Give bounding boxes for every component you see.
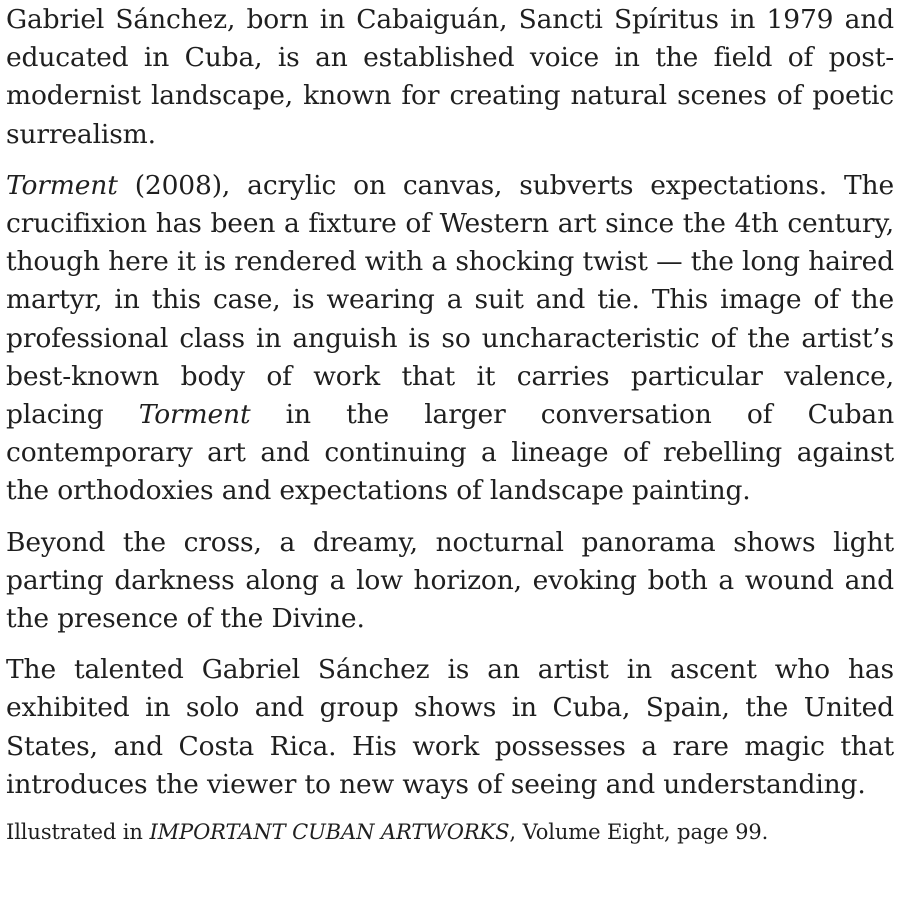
artwork-title: Torment [138,399,251,431]
paragraph-artist-career [6,651,894,804]
paragraph-text: The talented Gabriel Sánchez is an artist in ascent who has exhibited in solo and group shows in Cuba, Spain, the United States, and Costa Rica. His work possesses a rare magic that introduces the viewer to new ways of seeing and understanding. [6,654,894,800]
caption-suffix: , Volume Eight, page 99. [509,820,769,845]
paragraph-text: Beyond the cross, a dreamy, nocturnal panorama shows light parting darkness along a low horizon, evoking both a wound and the presence of the Divine. [6,526,894,635]
artwork-title: Torment [6,169,118,201]
paragraph-text: (2008), acrylic on canvas, subverts expectations. The crucifixion has been a fixture of Western art since the 4th century, though here it is rendered with a shocking twist — the long haired martyr, in this case, is wearing a suit and tie. This image of the professional class in anguish is so uncharacteristic of the artist’s best-known body of work that it carries particular valence, placing [6,169,894,431]
paragraph-artwork-description [6,167,894,511]
paragraph-artist-intro [6,1,894,154]
paragraph-text: in the larger conversation of Cuban contemporary art and continuing a lineage of rebelling against the orthodoxies and expectations of landscape painting. [6,399,894,507]
paragraph-text: Gabriel Sánchez, born in Cabaiguán, Sancti Spíritus in 1979 and educated in Cuba, is an established voice in the field of post-modernist landscape, known for creating natural scenes of poetic surrealism. [6,4,894,150]
caption-prefix: Illustrated in [6,820,150,845]
paragraph-panorama [6,524,894,639]
book-title: IMPORTANT CUBAN ARTWORKS [149,820,510,845]
illustration-caption [6,817,894,847]
